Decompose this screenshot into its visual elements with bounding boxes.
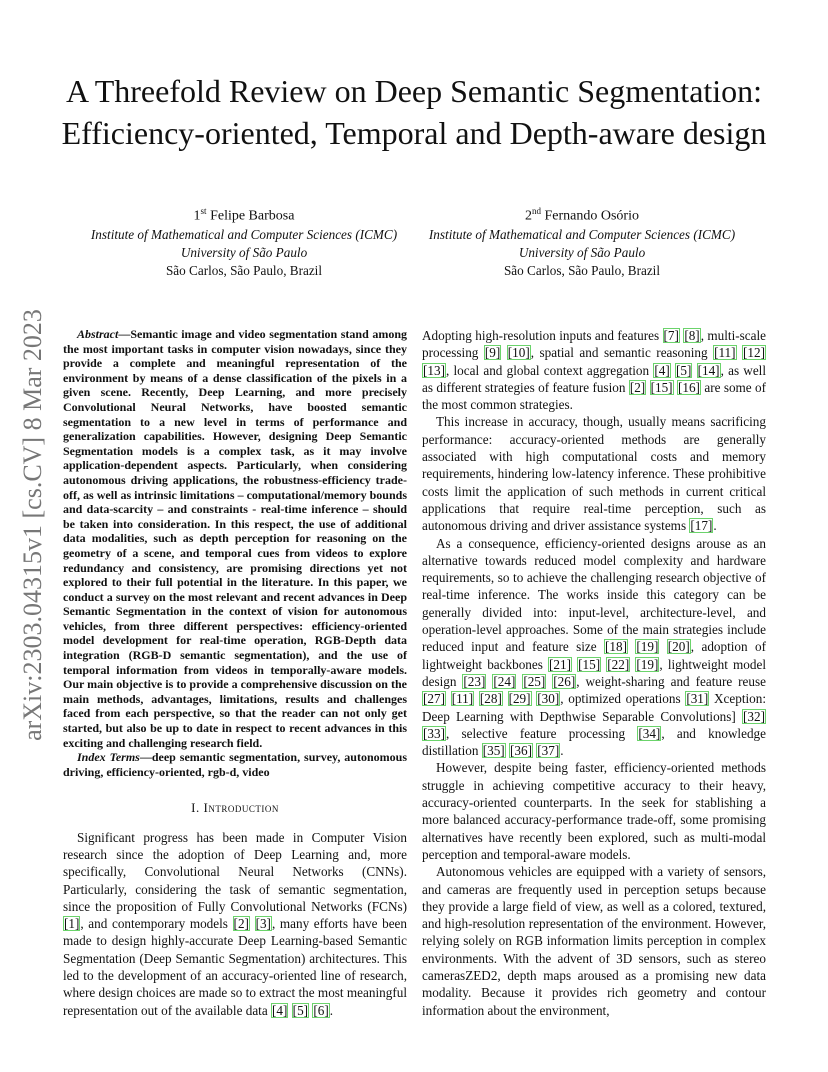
citation-link[interactable]: [35] — [482, 743, 505, 759]
citation-link[interactable]: [7] — [663, 328, 679, 343]
body-text — [692, 363, 696, 378]
body-text: , adoption of lightweight backbones — [422, 639, 766, 672]
citation-link[interactable]: [30] — [537, 691, 560, 707]
citation-link[interactable]: [28] — [479, 691, 502, 707]
right-column — [422, 327, 766, 1019]
author-university: University of São Paulo — [180, 244, 308, 260]
body-text: . — [713, 518, 717, 534]
citation-link[interactable]: [26] — [553, 673, 576, 689]
citation-link[interactable]: [33] — [423, 725, 445, 741]
citation-link[interactable]: [32] — [743, 708, 765, 724]
body-text: , selective feature processing — [445, 725, 638, 741]
author-block-2 — [412, 202, 752, 280]
citation-link[interactable]: [20] — [667, 639, 690, 655]
body-text: , optimized operations — [560, 691, 686, 707]
citation-link[interactable]: [17] — [690, 518, 713, 534]
body-text: , spatial and semantic reasoning — [530, 345, 714, 361]
citation-link[interactable]: [22] — [607, 656, 630, 672]
left-body — [63, 829, 407, 1019]
citation-link[interactable]: [2] — [233, 916, 249, 932]
author-location: São Carlos, São Paulo, Brazil — [165, 262, 323, 278]
body-text: . — [560, 743, 564, 759]
arxiv-id: arXiv:2303.04315v1 [cs.CV] 8 Mar 2023 — [18, 309, 47, 741]
citation-link[interactable]: [19] — [636, 639, 659, 655]
body-paragraph — [422, 863, 766, 1019]
body-text: , and contemporary models — [80, 916, 233, 932]
body-text: , many efforts have been made to design highly-accurate Deep Learning-based Semantic Segmentation (Deep Semantic Segmentation) architectures. This led to the development of an accuracy-oriented line of research, where design choices are made so to extract the most meaningful representation out of the available data — [63, 916, 408, 1018]
citation-link[interactable]: [14] — [697, 362, 720, 378]
paper-title: A Threefold Review on Deep Semantic Segmentation: Efficiency-oriented, Temporal and Depth-aware design — [61, 73, 767, 151]
citation-link[interactable]: [4] — [271, 1002, 288, 1018]
index-terms — [63, 750, 407, 779]
body-text: , as well as different strategies of feature fusion — [422, 362, 766, 395]
author-name: Felipe Barbosa — [210, 208, 295, 224]
body-text: Xception: Deep Learning with Depthwise Separable Convolutions] — [422, 691, 767, 724]
body-text: Autonomous vehicles are equipped with a variety of sensors, and cameras are frequently used in perception setups because they provide a large field of view, as well as a colored, textured, and high-resolution representation of the environment. However, relying solely on RGB information limits perception in complex environments. With the advent of 3D sensors, such as stereo camerasZED2, depth maps aroused as a promising new data modality. Because it provides rich geometry and contour information about the environment, — [422, 864, 766, 1018]
body-text: , weight-sharing and feature reuse — [576, 673, 766, 689]
body-text: , and knowledge distillation — [422, 725, 766, 759]
body-paragraph — [63, 829, 407, 1019]
author-ordinal-suffix: nd — [532, 206, 541, 216]
citation-link[interactable]: [24] — [493, 673, 516, 689]
author-affiliation: Institute of Mathematical and Computer Sciences (ICMC) — [90, 226, 398, 242]
citation-link[interactable]: [27] — [423, 691, 445, 707]
citation-link[interactable]: [15] — [578, 656, 601, 672]
citation-link[interactable]: [6] — [313, 1002, 329, 1018]
citation-link[interactable]: [36] — [510, 743, 532, 759]
body-paragraph — [422, 535, 766, 760]
citation-link[interactable]: [23] — [463, 673, 486, 689]
citation-link[interactable]: [5] — [292, 1002, 309, 1018]
body-paragraph — [422, 413, 766, 534]
author-block-1 — [74, 202, 414, 280]
citation-link[interactable]: [16] — [677, 379, 700, 395]
citation-link[interactable]: [25] — [523, 673, 546, 689]
citation-link[interactable]: [11] — [714, 345, 736, 361]
citation-link[interactable]: [4] — [654, 362, 670, 378]
body-text: , lightweight model design — [422, 656, 766, 689]
body-text: Adopting high-resolution inputs and features — [422, 328, 663, 343]
citation-link[interactable]: [31] — [686, 691, 709, 707]
author-ordinal: 1 — [193, 208, 201, 224]
abstract-text: —Semantic image and video segmentation stand among the most important tasks in computer vision nowadays, since they provide a complete and meaningful representation of the environment by means of a dense classification of the pixels in a given scene. Recently, Deep Learning, and more precisely Convolutional Neural Networks, have boosted semantic segmentation to a new level in terms of performance and generalization capabilities. However, designing Deep Semantic Segmentation models is a complex task, as it may involve application-dependent aspects. Particularly, when considering autonomous driving applications, the robustness-efficiency trade-off, as well as intrinsic limitations – computational/memory bounds and data-scarcity – and constraints - real-time inference – should be taken into consideration. In this respect, the use of additional data modalities, such as depth perception for reasoning on the geometry of a scene, and temporal cues from videos to explore redundancy and consistency, are promising directions yet not explored to their full potential in the literature. In this paper, we conduct a survey on the most relevant and recent advances in Deep Semantic Segmentation in the context of vision for autonomous vehicles, from three different perspectives: efficiency-oriented model development for real-time operation, RGB-Depth data integration (RGB-D semantic segmentation), and the use of temporal information from videos in temporally-aware models. Our main objective is to provide a comprehensive discussion on the main methods, advantages, limitations, results and challenges faced from each perspective, so that the reader can not only get started, but also be up to date in respect to recent advances in this exciting and challenging research field. — [63, 327, 407, 750]
body-text: However, despite being faster, efficiency-oriented methods struggle in achieving competitive accuracy to their heavy, accuracy-oriented counterparts. In the seek for stablishing a more balanced accuracy-performance trade-off, some promising alternatives have recently been explored, such as multi-modal perception and temporal-aware models. — [422, 760, 766, 862]
section-heading — [63, 799, 407, 816]
citation-link[interactable]: [34] — [638, 725, 661, 741]
body-text — [250, 916, 255, 931]
abstract-label: Abstract — [77, 327, 119, 341]
citation-link[interactable]: [8] — [684, 328, 700, 343]
body-text: . — [329, 1002, 334, 1018]
body-text — [446, 691, 451, 706]
author-name: Fernando Osório — [544, 208, 639, 224]
section-title: Introduction — [203, 800, 279, 816]
citation-link[interactable]: [18] — [605, 639, 627, 655]
body-text: As a consequence, efficiency-oriented designs arouse as an alternative towards reduced model complexity and hardware requirements, so to achieve the challenging research objective of real-time inference. The works inside this category can be generally divided into: input-level, architecture-level, and operation-level approaches. Some of the main strategies include reduced input and feature size — [422, 535, 766, 655]
citation-link[interactable]: [2] — [629, 379, 646, 395]
citation-link[interactable]: [3] — [255, 916, 271, 932]
section-number: I. — [191, 800, 200, 816]
citation-link[interactable]: [15] — [650, 379, 673, 395]
citation-link[interactable]: [13] — [423, 362, 445, 378]
body-text: , multi-scale processing — [422, 328, 767, 361]
body-paragraph — [422, 759, 766, 863]
body-text — [659, 639, 666, 654]
citation-link[interactable]: [9] — [484, 345, 501, 361]
citation-link[interactable]: [37] — [537, 743, 560, 759]
body-paragraph — [422, 327, 766, 413]
author-university: University of São Paulo — [518, 244, 646, 260]
citation-link[interactable]: [21] — [549, 656, 571, 672]
index-terms-text: —deep semantic segmentation, survey, autonomous driving, efficiency-oriented, rgb-d, video — [63, 750, 407, 779]
citation-link[interactable]: [12] — [743, 345, 766, 361]
author-location: São Carlos, São Paulo, Brazil — [503, 262, 661, 278]
body-text: Significant progress has been made in Computer Vision research since the adoption of Deep Learning and, more specifically, Convolutional Neural Networks (CNNs). Particularly, considering the task of semantic segmentation, since the proposition of Fully Convolutional Networks (FCNs) — [63, 829, 407, 914]
citation-link[interactable]: [5] — [675, 362, 692, 378]
left-column — [63, 327, 407, 1019]
citation-link[interactable]: [11] — [451, 691, 474, 707]
author-affiliation: Institute of Mathematical and Computer Sciences (ICMC) — [428, 226, 736, 242]
author-ordinal: 2 — [525, 208, 532, 224]
body-text: , local and global context aggregation — [445, 362, 654, 378]
citation-link[interactable]: [10] — [507, 345, 530, 361]
body-text — [503, 691, 508, 706]
citation-link[interactable]: [1] — [64, 916, 80, 932]
citation-link[interactable]: [19] — [636, 656, 659, 672]
author-ordinal-suffix: st — [200, 206, 207, 216]
arxiv-side-stamp — [16, 290, 50, 760]
abstract — [63, 327, 407, 750]
body-text — [501, 345, 506, 360]
index-terms-label: Index Terms — [77, 750, 140, 765]
body-text: This increase in accuracy, though, usually means sacrificing performance: accuracy-oriented methods are generally associated with high computational costs and memory requirements, hindering low-latency inference. These prohibitive costs limit the application of such methods in current critical applications that require real-time perception, such as autonomous driving and driver assistance systems — [422, 414, 766, 534]
body-text: are some of the most common strategies. — [422, 379, 767, 413]
citation-link[interactable]: [29] — [508, 691, 531, 707]
right-body — [422, 327, 766, 1019]
